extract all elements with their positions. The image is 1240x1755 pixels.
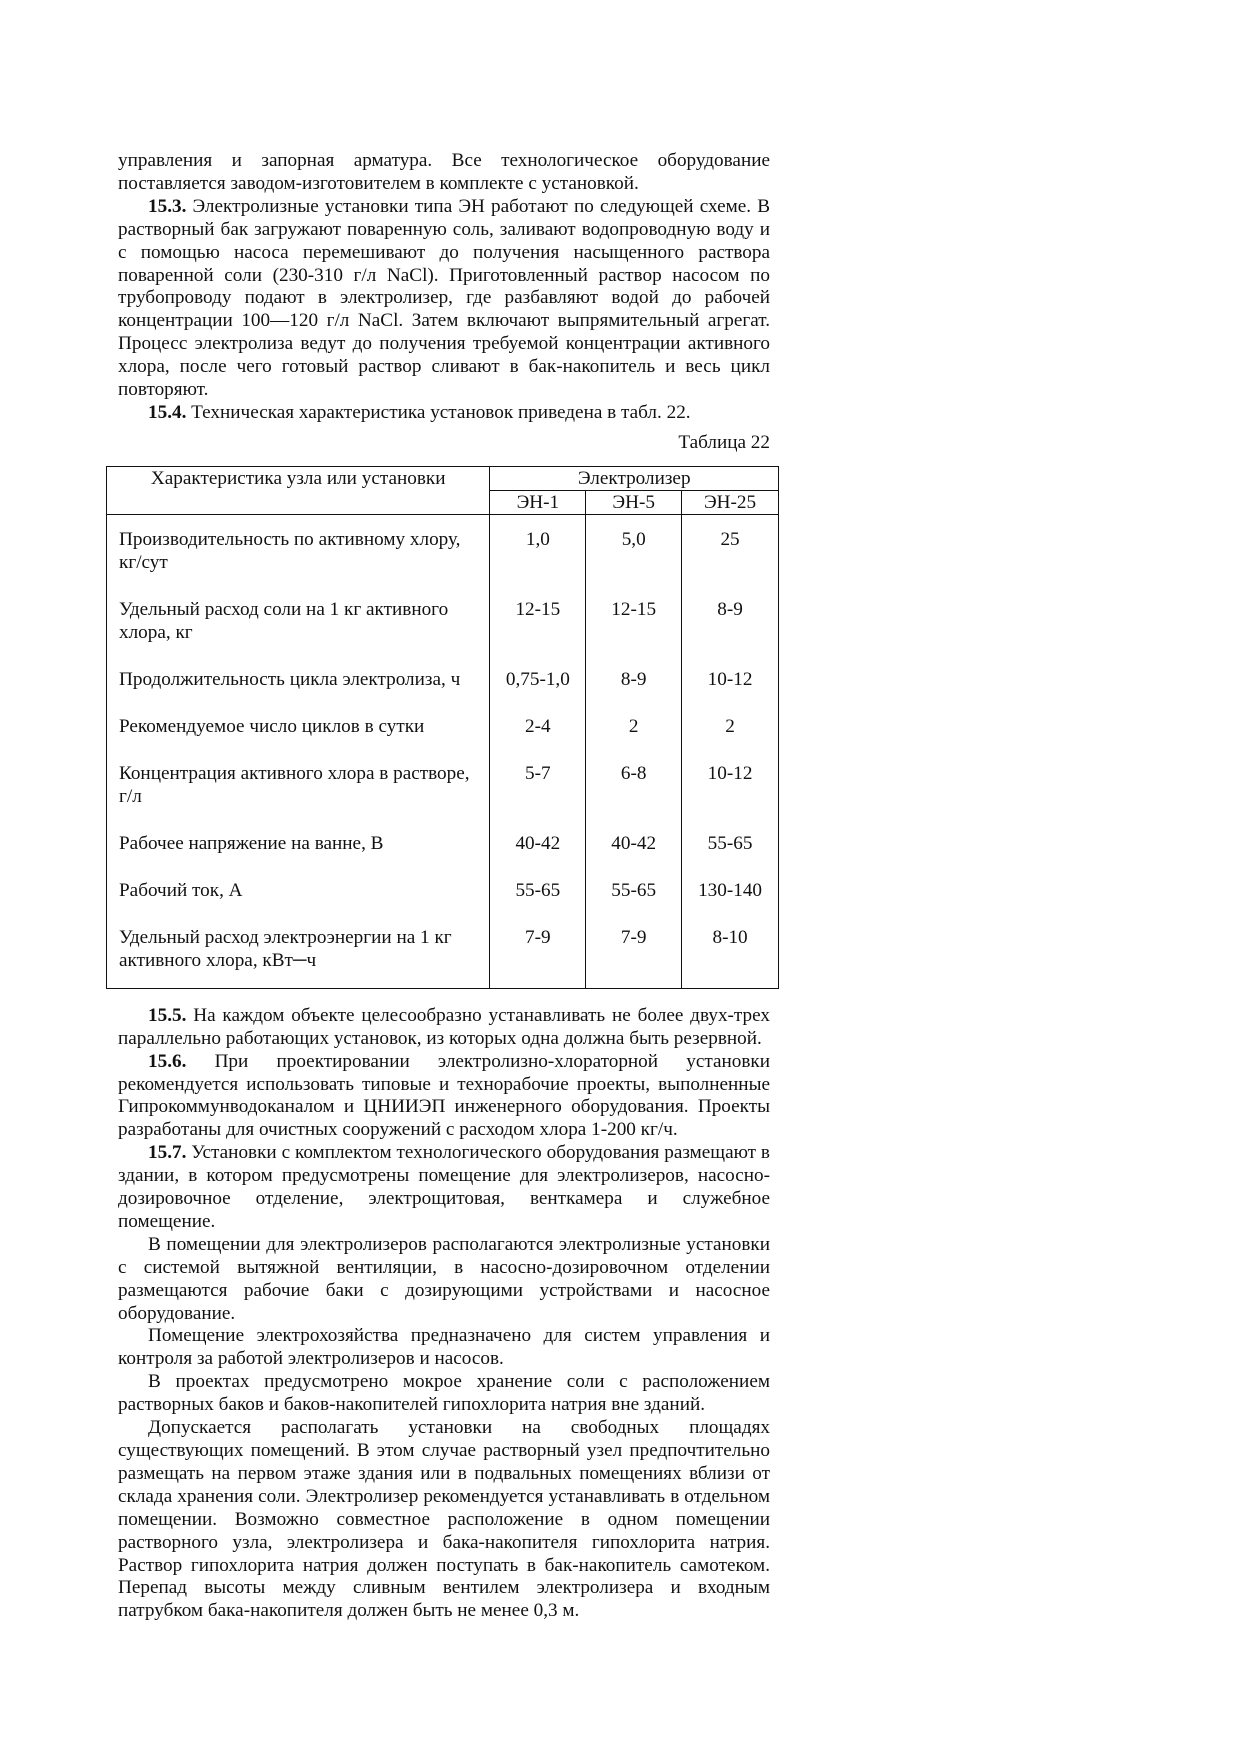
cell-value: 40-42	[586, 820, 682, 867]
clause-number: 15.6.	[148, 1050, 187, 1072]
row-label: Концентрация активного хлора в растворе, г/л	[107, 750, 490, 820]
paragraph-15-5	[118, 1005, 770, 1051]
row-label: Рабочий ток, А	[107, 867, 490, 914]
table-caption: Таблица 22	[678, 431, 770, 453]
header-en5: ЭН-5	[586, 490, 682, 514]
header-en1: ЭН-1	[490, 490, 586, 514]
cell-value: 7-9	[586, 914, 682, 989]
table-row	[107, 750, 779, 820]
paragraph-placement: Допускается располагать установки на свободных площадях существующих помещений. В этом случае растворный узел предпочтительно размещать на первом этаже здания или в подвальных помещениях вблизи от склада хранения соли. Электролизер рекомендуется устанавливать в отдельном помещении. Возможно совместное расположение в одном помещении растворного узла, электролизера и бака-накопителя гипохлорита натрия. Раствор гипохлорита натрия должен поступать в бак-накопитель самотеком. Перепад высоты между сливным вентилем электролизера и входным патрубком бака-накопителя должен быть не менее 0,3 м.	[118, 1417, 770, 1622]
paragraph-15-3	[118, 196, 770, 402]
clause-number: 15.7.	[148, 1142, 187, 1164]
table-row	[107, 703, 779, 750]
document-page	[118, 150, 770, 1623]
cell-value: 55-65	[490, 867, 586, 914]
table-row	[107, 514, 779, 586]
header-electrolyzer: Электролизер	[490, 466, 779, 490]
cell-value: 8-9	[586, 656, 682, 703]
cell-value: 8-9	[682, 586, 779, 656]
cell-value: 8-10	[682, 914, 779, 989]
row-label: Продолжительность цикла электролиза, ч	[107, 656, 490, 703]
table-header-row	[107, 466, 779, 490]
paragraph-text: При проектировании электролизно-хлораторной установки рекомендуется использовать типовые и технорабочие проекты, выполненные Гипрокоммунводоканалом и ЦНИИЭП инженерного оборудования. Проекты разработаны для очистных сооружений с расходом хлора 1-200 кг/ч.	[118, 1050, 770, 1141]
spec-table	[106, 466, 779, 989]
paragraph-text: Электролизные установки типа ЭН работают по следующей схеме. В растворный бак загружают поваренную соль, заливают водопроводную воду и с помощью насоса перемешивают до получения насыщенного раствора поваренной соли (230-310 г/л NaCl). Приготовленный раствор насосом по трубопроводу подают в электролизер, где разбавляют водой до рабочей концентрации 100—120 г/л NaCl. Затем включают выпрямительный агрегат. Процесс электролиза ведут до получения требуемой концентрации активного хлора, после чего готовый раствор сливают в бак-накопитель и весь цикл повторяют.	[118, 195, 770, 401]
cell-value: 55-65	[586, 867, 682, 914]
cell-value: 5,0	[586, 514, 682, 586]
paragraph-electrical-room: Помещение электрохозяйства предназначено для систем управления и контроля за работой электролизеров и насосов.	[118, 1325, 770, 1370]
row-label: Удельный расход соли на 1 кг активного хлора, кг	[107, 586, 490, 656]
cell-value: 25	[682, 514, 779, 586]
row-label: Рабочее напряжение на ванне, В	[107, 820, 490, 867]
cell-value: 12-15	[586, 586, 682, 656]
table-row	[107, 867, 779, 914]
cell-value: 55-65	[682, 820, 779, 867]
paragraph-15-4	[118, 402, 770, 425]
cell-value: 2	[682, 703, 779, 750]
paragraph-text: Установки с комплектом технологического оборудования размещают в здании, в котором предусмотрены помещение для электролизеров, насосно-дозировочное отделение, электрощитовая, венткамера и служебное помещение.	[118, 1142, 770, 1232]
cell-value: 2	[586, 703, 682, 750]
clause-number: 15.3.	[148, 195, 187, 217]
cell-value: 1,0	[490, 514, 586, 586]
cell-value: 2-4	[490, 703, 586, 750]
cell-value: 0,75-1,0	[490, 656, 586, 703]
header-characteristic: Характеристика узла или установки	[107, 466, 490, 514]
paragraph-text: Техническая характеристика установок приведена в табл. 22.	[186, 401, 691, 423]
row-label: Рекомендуемое число циклов в сутки	[107, 703, 490, 750]
row-label: Удельный расход электроэнергии на 1 кг активного хлора, кВт─ч	[107, 914, 490, 989]
paragraph-15-6	[118, 1051, 770, 1143]
paragraph-electrolyzer-room: В помещении для электролизеров располагаются электролизные установки с системой вытяжной вентиляции, в насосно-дозировочном отделении размещаются рабочие баки с дозирующими устройствами и насосное оборудование.	[118, 1233, 770, 1324]
table-row	[107, 914, 779, 989]
clause-number: 15.5.	[148, 1004, 187, 1026]
cell-value: 130-140	[682, 867, 779, 914]
cell-value: 40-42	[490, 820, 586, 867]
paragraph-continued: управления и запорная арматура. Все технологическое оборудование поставляется заводом-изготовителем в комплекте с установкой.	[118, 150, 770, 194]
cell-value: 5-7	[490, 750, 586, 820]
cell-value: 10-12	[682, 750, 779, 820]
table-row	[107, 656, 779, 703]
paragraph-salt-storage: В проектах предусмотрено мокрое хранение соли с расположением растворных баков и баков-накопителей гипохлорита натрия вне зданий.	[118, 1371, 770, 1416]
table-row	[107, 586, 779, 656]
cell-value: 7-9	[490, 914, 586, 989]
paragraph-text: На каждом объекте целесообразно устанавливать не более двух-трех параллельно работающих установок, из которых одна должна быть резервной.	[118, 1004, 770, 1049]
cell-value: 12-15	[490, 586, 586, 656]
header-en25: ЭН-25	[682, 490, 779, 514]
cell-value: 6-8	[586, 750, 682, 820]
clause-number: 15.4.	[148, 401, 187, 423]
paragraph-15-7	[118, 1142, 770, 1234]
row-label: Производительность по активному хлору, кг/сут	[107, 514, 490, 586]
cell-value: 10-12	[682, 656, 779, 703]
table-row	[107, 820, 779, 867]
